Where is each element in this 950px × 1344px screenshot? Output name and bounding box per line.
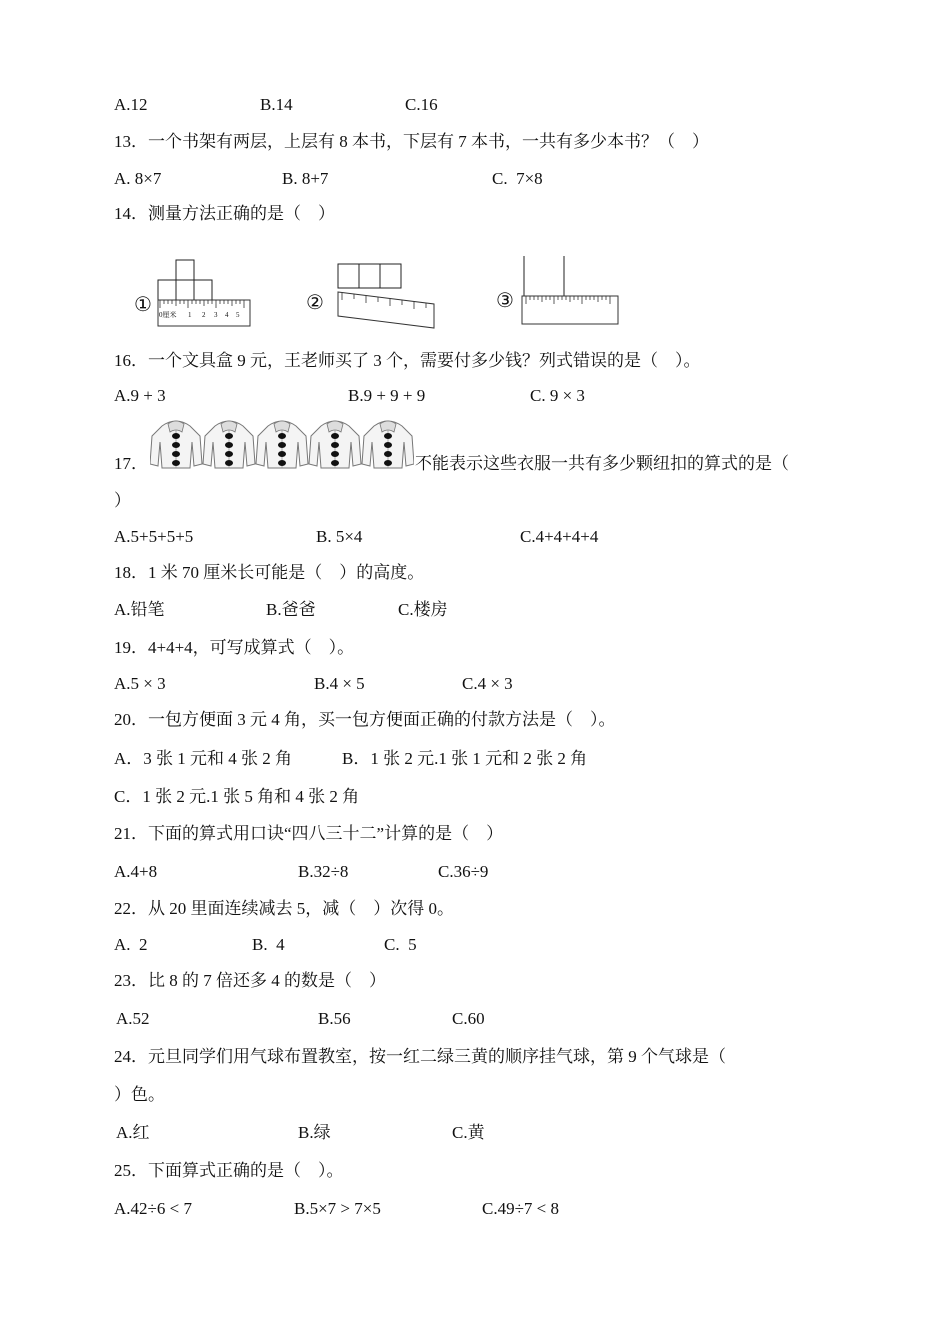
ruler-unit-1: 0厘米 — [159, 311, 177, 319]
ruler-boxes-1 — [134, 256, 254, 332]
q17-question-cont: ） — [114, 491, 131, 510]
q17-option-a: A.5+5+5+5 — [114, 527, 194, 546]
q21-option-b: B.32÷8 — [298, 862, 349, 881]
q18-option-c: C.楼房 — [398, 600, 448, 619]
measure-figure-3 — [496, 254, 624, 330]
q20-question: 20．一包方便面 3 元 4 角，买一包方便面正确的付款方法是（ ）。 — [114, 710, 616, 729]
q13-question: 13．一个书架有两层，上层有 8 本书，下层有 7 本书，一共有多少本书？（ ） — [114, 132, 709, 151]
q13-option-b: B. 8+7 — [282, 169, 329, 188]
q19-question: 19．4+4+4，可写成算式（ ）。 — [114, 638, 355, 657]
q17-option-c: C.4+4+4+4 — [520, 527, 599, 546]
q12-option-b: B.14 — [260, 95, 293, 114]
ruler-tick-2: 2 — [202, 311, 206, 319]
measure-figure-1 — [134, 256, 254, 332]
q23-question: 23．比 8 的 7 倍还多 4 的数是（ ） — [114, 971, 386, 990]
q22-option-c: C. 5 — [384, 935, 417, 954]
q21-option-a: A.4+8 — [114, 862, 158, 881]
ruler-tick-1: 1 — [188, 311, 192, 319]
q17-question-tail: 不能表示这些衣服一共有多少颗纽扣的算式的是（ — [415, 454, 789, 473]
ruler-tick-5: 5 — [236, 311, 240, 319]
q13-option-a: A. 8×7 — [114, 169, 162, 188]
ruler-boxes-3 — [496, 254, 624, 330]
q16-option-a: A.9 + 3 — [114, 386, 166, 405]
q16-option-c: C. 9 × 3 — [530, 386, 585, 405]
figure-label-2: ② — [306, 292, 324, 314]
coat-illustration — [150, 416, 414, 475]
ruler-boxes-2 — [306, 260, 440, 334]
q17-option-b: B. 5×4 — [316, 527, 363, 546]
q18-option-b: B.爸爸 — [266, 600, 316, 619]
q14-question: 14．测量方法正确的是（ ） — [114, 204, 335, 223]
q25-option-a: A.42÷6 < 7 — [114, 1199, 192, 1218]
ruler-tick-3: 3 — [214, 311, 218, 319]
q19-option-a: A.5 × 3 — [114, 674, 166, 693]
q16-option-b: B.9 + 9 + 9 — [348, 386, 426, 405]
coats-svg — [150, 416, 414, 470]
q18-question: 18．1 米 70 厘米长可能是（ ）的高度。 — [114, 563, 425, 582]
q20-option-a: A．3 张 1 元和 4 张 2 角 — [114, 749, 293, 768]
q22-option-a: A. 2 — [114, 935, 148, 954]
q24-option-a: A.红 — [116, 1123, 150, 1142]
q21-question: 21．下面的算式用口诀“四八三十二”计算的是（ ） — [114, 824, 504, 843]
q24-question: 24．元旦同学们用气球布置教室，按一红二绿三黄的顺序挂气球，第 9 个气球是（ — [114, 1047, 726, 1066]
q20-option-c: C．1 张 2 元.1 张 5 角和 4 张 2 角 — [114, 787, 360, 806]
q18-option-a: A.铅笔 — [114, 600, 165, 619]
q17-number: 17． — [114, 454, 148, 473]
q25-option-b: B.5×7 > 7×5 — [294, 1199, 381, 1218]
q13-option-c: C. 7×8 — [492, 169, 543, 188]
measure-figure-2 — [306, 260, 440, 334]
q24-question-cont: ）色。 — [114, 1085, 165, 1104]
q23-option-b: B.56 — [318, 1009, 351, 1028]
figure-label-1: ① — [134, 294, 152, 316]
q23-option-a: A.52 — [116, 1009, 150, 1028]
q24-option-c: C.黄 — [452, 1123, 485, 1142]
q23-option-c: C.60 — [452, 1009, 485, 1028]
ruler-tick-4: 4 — [225, 311, 229, 319]
q19-option-c: C.4 × 3 — [462, 674, 513, 693]
q25-option-c: C.49÷7 < 8 — [482, 1199, 560, 1218]
q21-option-c: C.36÷9 — [438, 862, 489, 881]
figure-label-3: ③ — [496, 290, 514, 312]
q20-option-b: B．1 张 2 元.1 张 1 元和 2 张 2 角 — [342, 749, 588, 768]
q22-question: 22．从 20 里面连续减去 5，减（ ）次得 0。 — [114, 899, 454, 918]
q12-option-a: A.12 — [114, 95, 148, 114]
q24-option-b: B.绿 — [298, 1123, 331, 1142]
q12-option-c: C.16 — [405, 95, 438, 114]
q25-question: 25．下面算式正确的是（ ）。 — [114, 1161, 344, 1180]
q19-option-b: B.4 × 5 — [314, 674, 365, 693]
q22-option-b: B. 4 — [252, 935, 285, 954]
q16-question: 16．一个文具盒 9 元，王老师买了 3 个，需要付多少钱？列式错误的是（ ）。 — [114, 351, 701, 370]
